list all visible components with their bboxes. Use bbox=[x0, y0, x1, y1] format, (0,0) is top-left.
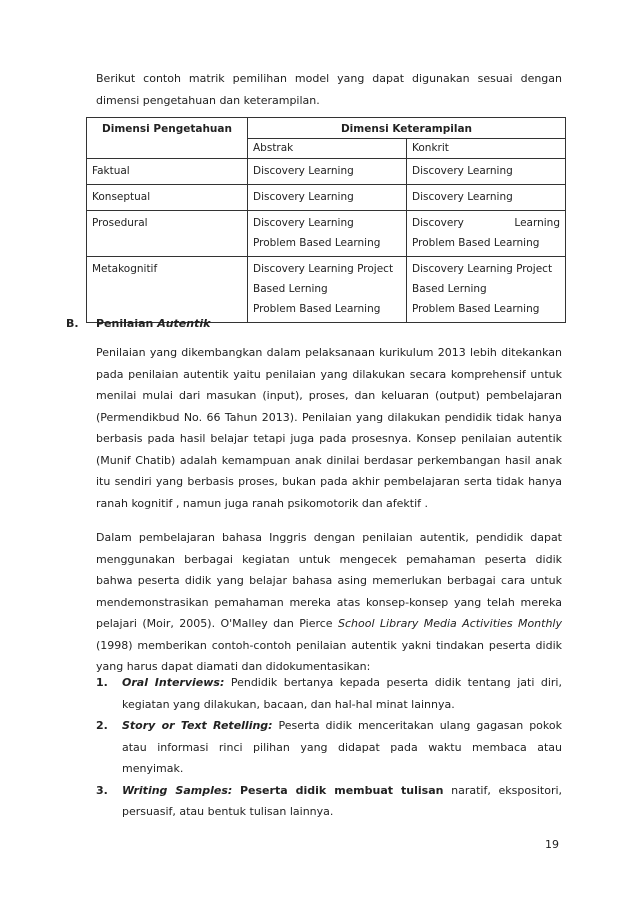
paragraph-text: Dalam pembelajaran bahasa Inggris dengan penilaian autentik, pendidik dapat menggunakan berbagai kegiatan untuk mengecek pemahaman peserta didik bahwa peserta didik yang belajar bahasa asing memerlukan berbagai cara untuk mendemonstrasikan pemahaman mereka atas konsep-konsep yang telah mereka pelajari (Moir, 2005). O'Malley dan Pierce bbox=[96, 531, 562, 630]
cell-word: Discovery bbox=[412, 217, 464, 229]
page-number: 19 bbox=[545, 838, 559, 851]
table-row bbox=[87, 185, 566, 211]
publication-title: School Library Media Activities Monthly bbox=[337, 617, 562, 630]
section-heading bbox=[66, 317, 210, 330]
model-selection-matrix bbox=[86, 117, 566, 323]
list-number: 2. bbox=[96, 719, 108, 732]
list-bold-text: Peserta didik membuat tulisan bbox=[239, 783, 444, 797]
cell-line: Discovery Learning bbox=[412, 191, 513, 203]
list-term: Story or Text Retelling: bbox=[122, 719, 273, 732]
list-item bbox=[96, 715, 562, 780]
cell-line: Based Lerning bbox=[253, 283, 328, 295]
list-item bbox=[96, 780, 562, 823]
cell-line: Problem Based Learning bbox=[253, 303, 381, 315]
cell-line: Discovery Learning bbox=[412, 165, 513, 177]
list-text: naratif, ekspositori, persuasif, atau bentuk tulisan lainnya. bbox=[122, 783, 563, 818]
list-item bbox=[96, 672, 562, 715]
cell-line: Discovery Learning Project bbox=[412, 263, 553, 275]
cell-line: Based Lerning bbox=[412, 283, 487, 295]
table-row bbox=[87, 159, 566, 185]
list-term: Oral Interviews: bbox=[122, 676, 225, 689]
subheader-concrete: Konkrit bbox=[407, 139, 566, 159]
list-number: 1. bbox=[96, 676, 108, 689]
list-text: Pendidik bertanya kepada peserta didik tentang jati diri, kegiatan yang dilakukan, bacaan, dan hal-hal minat lainnya. bbox=[122, 676, 562, 711]
dimension-cell: Prosedural bbox=[87, 211, 248, 257]
cell-line: Problem Based Learning bbox=[412, 237, 540, 249]
cell-line: Problem Based Learning bbox=[412, 303, 540, 315]
cell-line-justified bbox=[412, 213, 560, 233]
abstract-cell bbox=[248, 257, 407, 323]
cell-line: Discovery Learning bbox=[253, 191, 354, 203]
list-text: Peserta didik menceritakan ulang gagasan pokok atau informasi rinci pilihan yang didapat pada waktu membaca atau menyimak. bbox=[122, 719, 562, 775]
header-skill-dimension: Dimensi Keterampilan bbox=[248, 118, 566, 139]
table-row bbox=[87, 211, 566, 257]
section-number: B. bbox=[66, 317, 79, 330]
cell-line: Discovery Learning bbox=[253, 217, 354, 229]
subheader-abstract: Abstrak bbox=[248, 139, 407, 159]
dimension-cell: Metakognitif bbox=[87, 257, 248, 323]
cell-line: Discovery Learning Project bbox=[253, 263, 394, 275]
paragraph-english-learning bbox=[96, 527, 562, 678]
list-number: 3. bbox=[96, 783, 108, 797]
paragraph-text: (1998) memberikan contoh-contoh penilaian autentik yakni tindakan peserta didik yang harus dapat diamati dan didokumentasikan: bbox=[96, 638, 562, 673]
abstract-cell bbox=[248, 211, 407, 257]
concrete-cell bbox=[407, 185, 566, 211]
cell-line: Discovery Learning bbox=[253, 165, 354, 177]
abstract-cell bbox=[248, 185, 407, 211]
concrete-cell bbox=[407, 257, 566, 323]
section-title-emphasis: Autentik bbox=[157, 317, 211, 330]
concrete-cell bbox=[407, 159, 566, 185]
dimension-cell: Faktual bbox=[87, 159, 248, 185]
dimension-cell: Konseptual bbox=[87, 185, 248, 211]
concrete-cell bbox=[407, 211, 566, 257]
table-row bbox=[87, 257, 566, 323]
paragraph-authentic-assessment: Penilaian yang dikembangkan dalam pelaksanaan kurikulum 2013 lebih ditekankan pada penilaian autentik yaitu penilaian yang dilakukan secara komprehensif untuk menilai mulai dari masukan (input), proses, dan keluaran (output) pembelajaran (Permendikbud No. 66 Tahun 2013). Penilaian yang dilakukan pendidik tidak hanya berbasis pada hasil belajar tetapi juga pada prosesnya. Konsep penilaian autentik (Munif Chatib) adalah kemampuan anak dinilai berdasar perkembangan hasil anak itu sendiri yang berbasis proses, bukan pada akhir pembelajaran serta tidak hanya ranah kognitif , namun juga ranah psikomotorik dan afektif . bbox=[96, 346, 562, 510]
list-term: Writing Samples: bbox=[122, 783, 233, 797]
header-knowledge-dimension: Dimensi Pengetahuan bbox=[87, 118, 248, 159]
cell-word: Learning bbox=[514, 217, 560, 229]
cell-line: Problem Based Learning bbox=[253, 237, 381, 249]
assessment-list bbox=[96, 672, 562, 823]
abstract-cell bbox=[248, 159, 407, 185]
section-title-prefix: Penilaian bbox=[96, 317, 154, 330]
intro-paragraph: Berikut contoh matrik pemilihan model yang dapat digunakan sesuai dengan dimensi pengetahuan dan keterampilan. bbox=[96, 72, 562, 107]
